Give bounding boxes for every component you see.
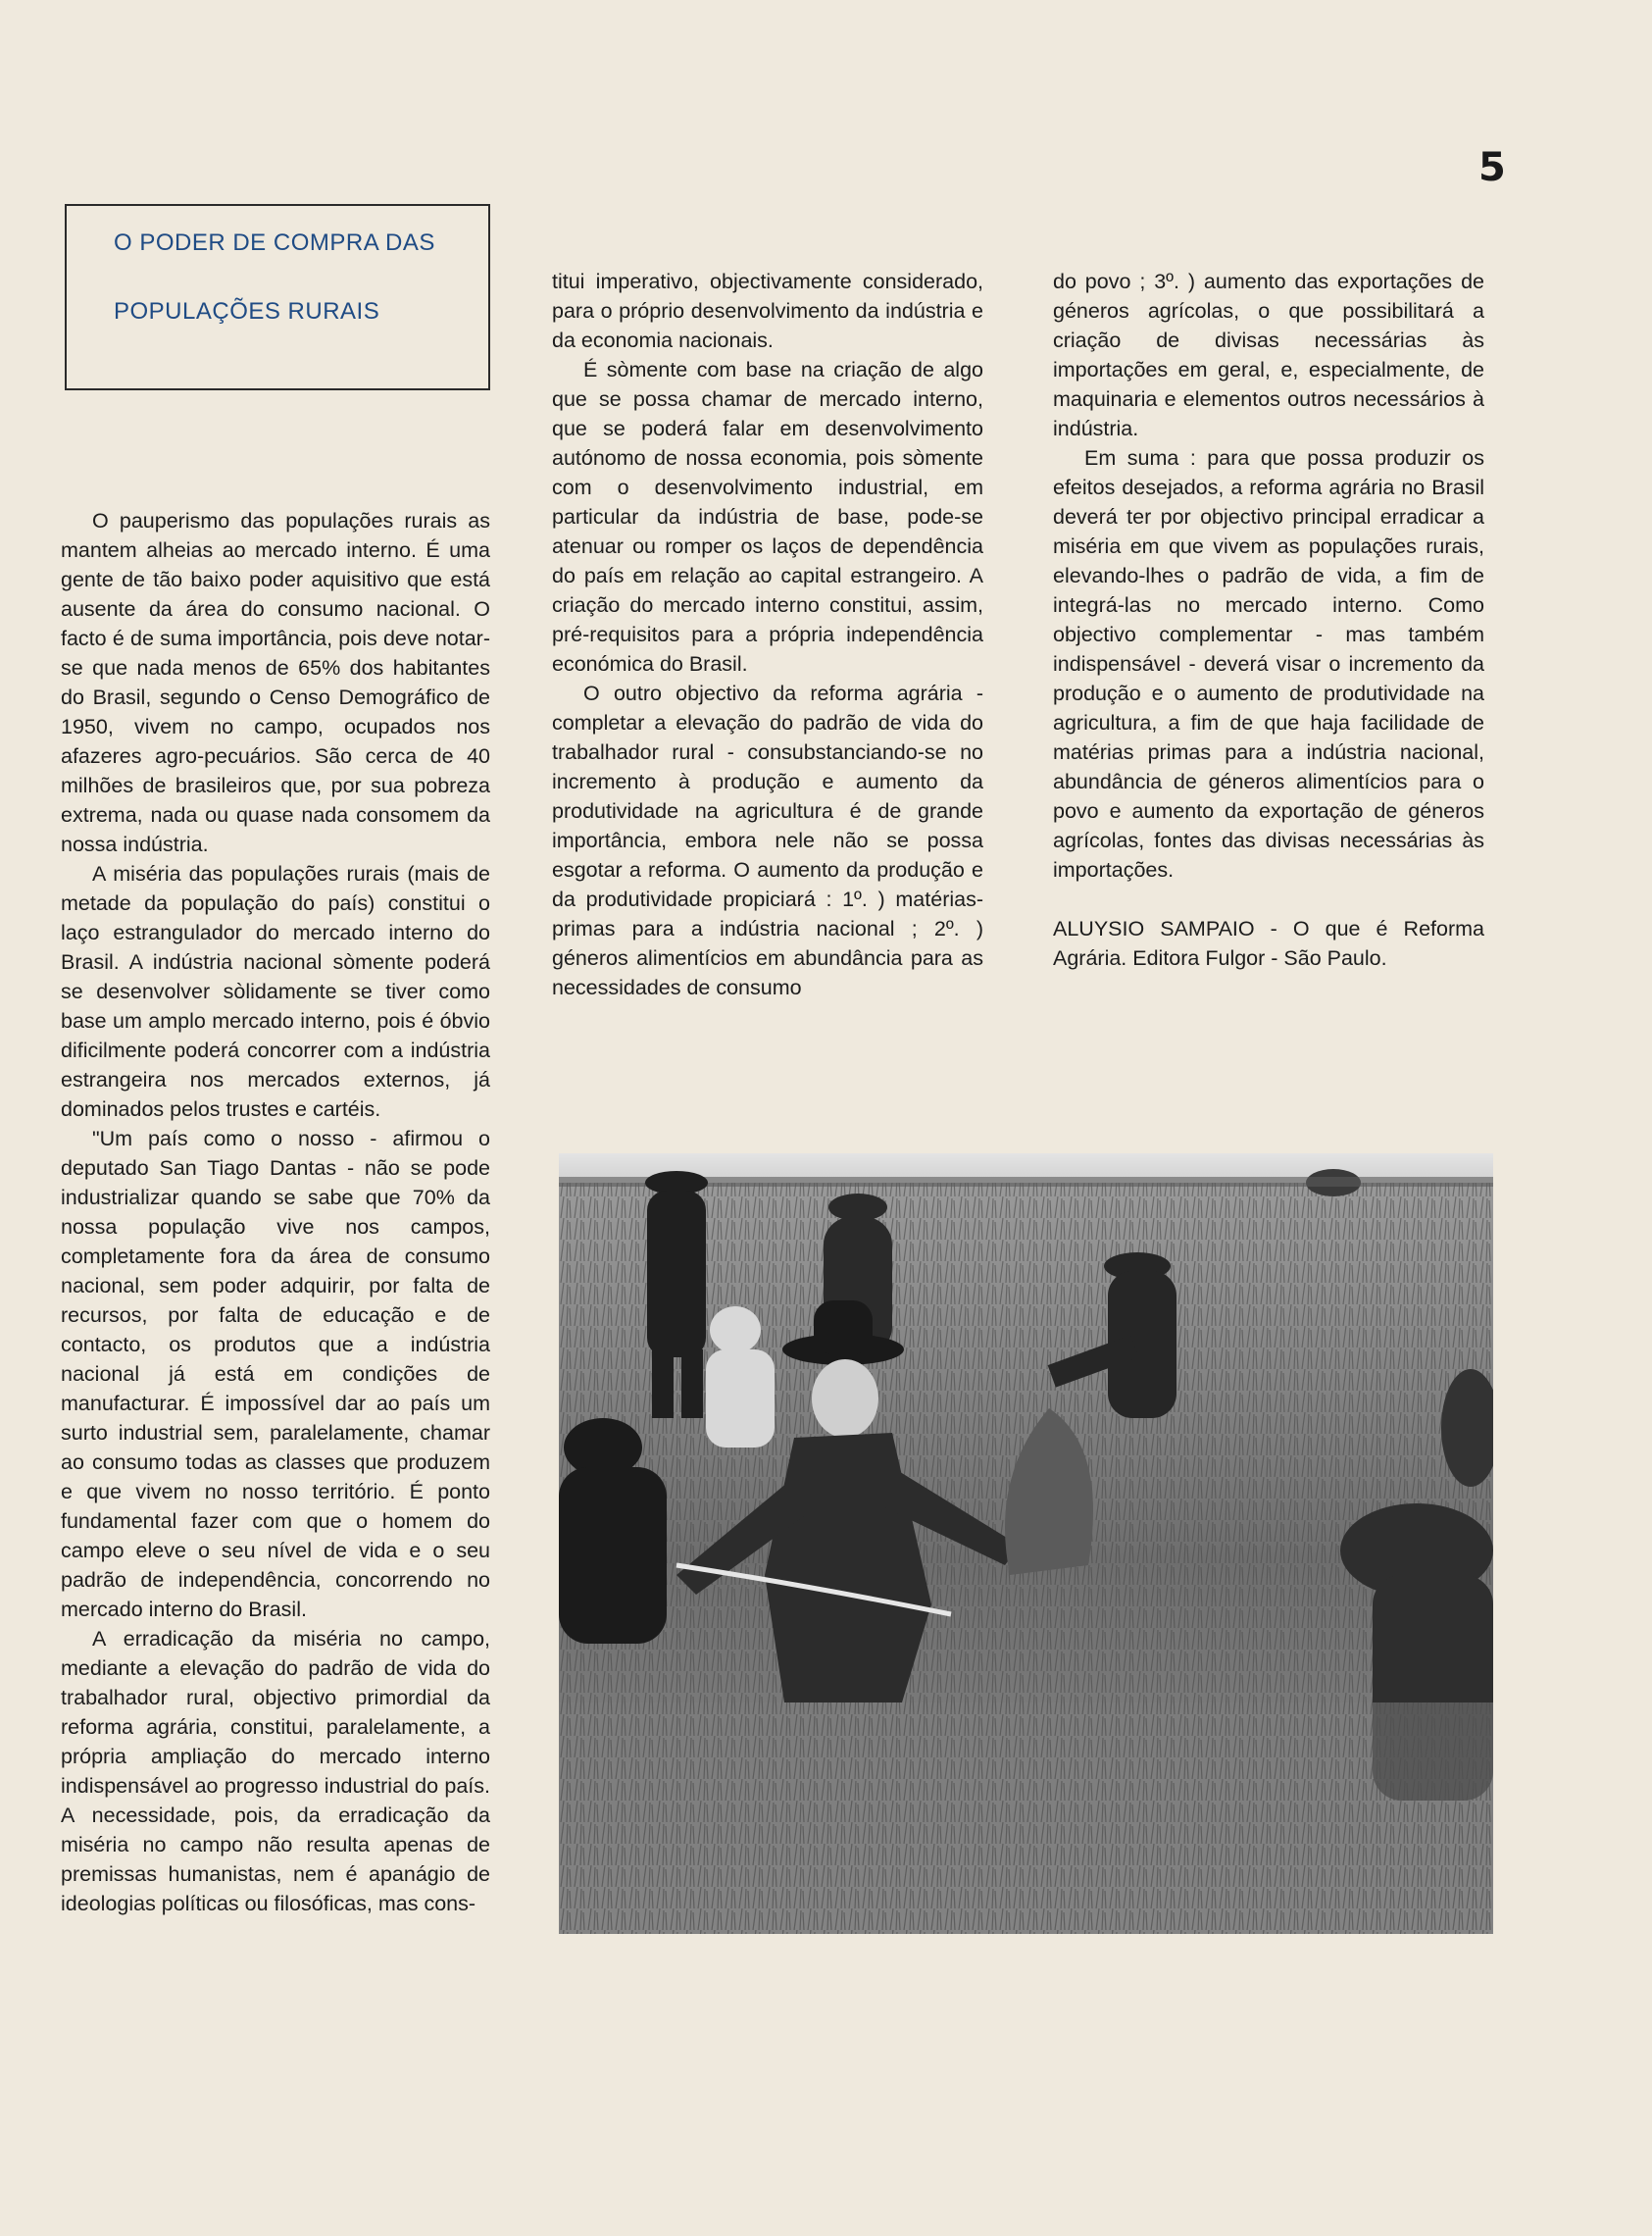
article-column-2 [552, 267, 983, 1002]
paragraph: Em suma : para que possa produzir os efeitos desejados, a reforma agrária no Brasil deverá ter por objectivo principal erradicar a miséria em que vivem as populações rurais, elevando-lhes o padrão de vida, a fim de integrá-las no mercado interno. Como objectivo complementar - mas também indispensável - deverá visar o incremento da produção e o aumento de produtividade na agricultura, a fim de que haja facilidade de matérias primas para a indústria nacional, abundância de géneros alimentícios para o povo e aumento da exportação de géneros agrícolas, fontes das divisas necessárias às importações. [1053, 446, 1484, 882]
article-title-line-2: POPULAÇÕES RURAIS [114, 298, 380, 325]
source-citation: ALUYSIO SAMPAIO - O que é Reforma Agrária. Editora Fulgor - São Paulo. [1053, 917, 1484, 970]
paragraph: O outro objectivo da reforma agrária - completar a elevação do padrão de vida do trabalhador rural - consubstanciando-se no incremento à produção e aumento da produtividade na agricultura é de grande importância, embora nele não se possa esgotar a reforma. O aumento da produção e da produtividade propiciará : 1º. ) matérias-primas para a indústria nacional ; 2º. ) géneros alimentícios em abundância para as necessidades de consumo [552, 682, 983, 999]
harvest-photo-illustration [559, 1153, 1493, 1934]
harvest-photo [559, 1153, 1493, 1934]
article-column-1 [61, 506, 490, 1918]
paragraph: A erradicação da miséria no campo, mediante a elevação do padrão de vida do trabalhador rural, objectivo primordial da reforma agrária, constitui, paralelamente, a própria ampliação do mercado interno indispensável ao progresso industrial do país. A necessidade, pois, da erradicação da miséria no campo não resulta apenas de premissas humanistas, nem é apanágio de ideologias políticas ou filosóficas, mas cons- [61, 1627, 490, 1915]
paragraph: titui imperativo, objectivamente considerado, para o próprio desenvolvimento da indústria e da economia nacionais. [552, 270, 983, 352]
paragraph: É sòmente com base na criação de algo que se possa chamar de mercado interno, que se poderá falar em desenvolvimento autónomo de nossa economia, pois sòmente com o desenvolvimento industrial, em particular da indústria de base, pode-se atenuar ou romper os laços de dependência do país em relação ao capital estrangeiro. A criação do mercado interno constitui, assim, pré-requisitos para a própria independência económica do Brasil. [552, 358, 983, 676]
paragraph: A miséria das populações rurais (mais de metade da população do país) constitui o laço estrangulador do mercado interno do Brasil. A indústria nacional sòmente poderá se desenvolver sòlidamente se tiver como base um amplo mercado interno, pois é óbvio dificilmente poderá concorrer com a indústria estrangeira nos mercados externos, já dominados pelos trustes e cartéis. [61, 862, 490, 1121]
article-title-box [65, 204, 490, 390]
page-number: 5 [1478, 145, 1506, 190]
paragraph: do povo ; 3º. ) aumento das exportações de géneros agrícolas, o que possibilitará a criação de divisas necessárias às importações em geral, e, especialmente, de maquinaria e elementos outros necessários à indústria. [1053, 270, 1484, 440]
paragraph-quote: "Um país como o nosso - afirmou o deputado San Tiago Dantas - não se pode industrializar quando se sabe que 70% da nossa população vive nos campos, completamente fora da área de consumo nacional, sem poder adquirir, por falta de recursos, por falta de educação e de contacto, os produtos que a indústria nacional já está em condições de manufacturar. É impossível dar ao país um surto industrial sem, paralelamente, chamar ao consumo todas as classes que produzem e que vivem no nosso território. É ponto fundamental fazer com que o homem do campo eleve o seu nível de vida e o seu padrão de independência, concorrendo no mercado interno do Brasil. [61, 1127, 490, 1621]
paragraph: O pauperismo das populações rurais as mantem alheias ao mercado interno. É uma gente de tão baixo poder aquisitivo que está ausente da área do consumo nacional. O facto é de suma importância, pois deve notar-se que nada menos de 65% dos habitantes do Brasil, segundo o Censo Demográfico de 1950, vivem no campo, ocupados nos afazeres agro-pecuários. São cerca de 40 milhões de brasileiros que, por sua pobreza extrema, nada ou quase nada consomem da nossa indústria. [61, 509, 490, 856]
article-title-line-1: O PODER DE COMPRA DAS [114, 229, 435, 256]
article-column-3 [1053, 267, 1484, 973]
